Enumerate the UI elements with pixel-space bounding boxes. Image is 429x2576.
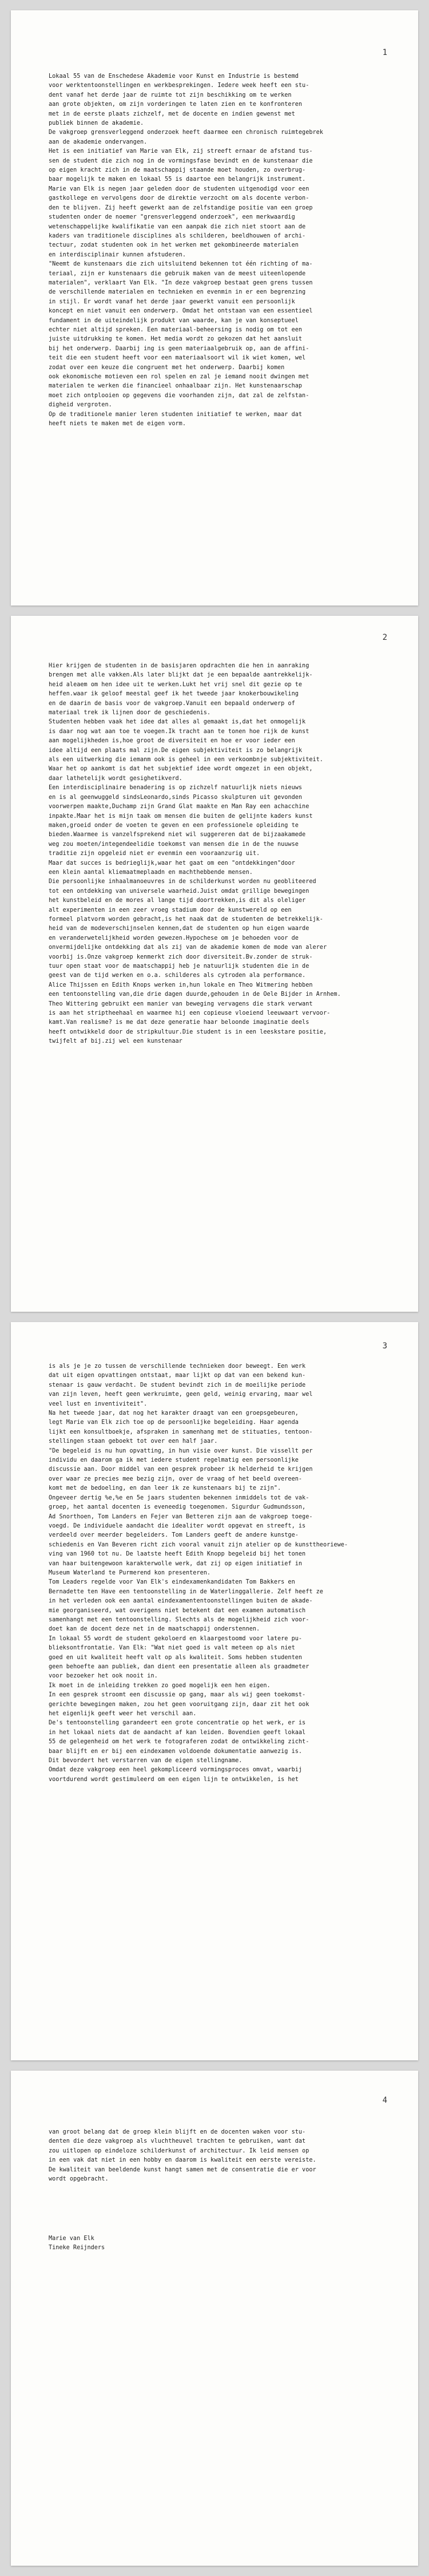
author-name-2: Tineke Reijnders [49,2245,105,2251]
document-page-2 [11,616,418,1312]
page-body-text: is als je je zo tussen de verschillende technieken door beweegt. Een werk dat uit eigen opvattingen ontstaat, maar lijkt op dat van een bekend kun- stenaar is gauw verdacht. De student bevindt zich in de moeilijke periode van zijn leven, heeft geen werkruimte, geen geld, weinig ervaring, maar wel veel lust en inventiviteit". Na het tweede jaar, dat nog het karakter draagt van een groepsgebeuren, legt Marie van Elk zich toe op de persoonlijke begeleiding. Haar agenda lijkt een konsultboekje, afspraken in samenhang met de stituaties, tentoon- stellingen staan geboekt tot over een half jaar. "De begeleid is nu hun opvatting, in hun visie over kunst. Die vissellt per individu en daarom ga ik met iedere student regelmatig een persoonlijke discussie aan. Door middel van een gesprek probeer ik helderheid te krijgen over waar ze precies mee bezig zijn, over de vraag of het beeld overeen- komt met de bedoeling, en dan leer ik ze kunstenaars bij te zijn". Ongeveer dertig %e,%e en 5e jaars studenten bekennen inmiddels tot de vak- groep, het aantal docenten is eveneedig toegenomen. Sigurdur Gudmundsson, Ad Snorthoen, Tom Landers en Fejer van Betteren zijn aan de vakgroep toege- voegd. De individuele aandacht die idealiter wordt opgevat en streeft, is verdeeld over meerder begeleiders. Tom Landers geeft de andere kunstge- schiedenis en Van Beveren richt zich vooral vanuit zijn atelier op de kunsttheoriewe- ving van 1960 tot nu. De laatste heeft Edith Knopp begeleid bij het tonen van haar buitengewoon karakterwolle werk, dat zij op eigen initiatief in Museum Waterland te Purmerend kon presenteren. Tom Leaders regelde voor Van Elk's eindexamenkandidaten Tom Bakkers en Bernadette ten Have een tentoonstelling in de Waterlinggallerie. Zelf heeft ze in het verleden ook een aantal eindexamententoonstellingen buiten de akade- mie georganiseerd, wat overigens niet betekent dat een examen automatisch samenhangt met een tentoonstelling. Slechts als de mogelijkheid zich voor- doet kan de docent deze net in de maatschappij onderstennen. In lokaal 55 wordt de student gekoloerd en klaargestoomd voor latere pu- blieksontfrontatie. Van Elk: "Wat niet goed is valt meteen op als niet goed en uit kwaliteit heeft valt op als kwaliteit. Soms hebben studenten geen behoefte aan publiek, dan dient een presentatie alleen als graadmeter voor bezoeker het ook nooit in. Ik moet in de inleiding trekken zo goed mogelijk een hen eigen. In een gesprek stroomt een discussie op gang, maar als wij geen toekomst- gerichte bewegingen maken, zou het geen vooruitgang zijn, daar zit het ook het eigenlijk geeft weer het verschil aan. De's tentoonstelling garandeert een grote concentratie op het werk, er is in het lokaal niets dat de aandacht af kan leiden. Bovendien geeft lokaal 55 de gelegenheid om het werk te fotograferen zodat de ontwikkeling zicht- baar blijft en er bij een eindexamen voldoende dokumentatie aanwezig is. Dit bevordert het verstarren van de eigen stellingname. Omdat deze vakgroep een heel gekompliceerd vormingsproces omvat, waarbij voortdurend wordt gestimuleerd om een eigen lijn te ontwikkelen, is het [49,1363,348,1783]
page-body-text: van groot belang dat de groep klein blijft en de docenten waken voor stu- denten die deze vakgroep als vluchtheuvel trachten te gebruiken, want dat zou uitlopen op eindeloze schilderkunst of architectuur. Ik leid mensen op in een vak dat niet in een hobby en daarom is kwaliteit een eerste vereiste. De kwaliteit van beeldende kunst hangt samen met de consentratie die er voor wordt opgebracht. [49,2129,316,2183]
document-page-3 [11,1322,418,2060]
page-number: 4 [382,2096,387,2105]
page-number: 3 [382,1342,387,1351]
author-name-1: Marie van Elk [49,2235,94,2242]
page-number: 1 [382,48,387,57]
author-signature [49,2234,105,2253]
document-page-4 [11,2071,418,2566]
document-page-1 [11,10,418,606]
page-body-text: Lokaal 55 van de Enschedese Akademie voor Kunst en Industrie is bestemd voor werktentoonstellingen en werkbesprekingen. Iedere week heeft een stu- dent vanaf het derde jaar de ruimte tot zijn beschikking om te werken aan grote objekten, om zijn vorderingen te laten zien en te konfronteren met in de eerste plaats zichzelf, met de docente en indien gewenst met publiek binnen de akademie. De vakgroep grensverleggend onderzoek heeft daarmee een chronisch ruimtegebrek aan de akademie ondervangen. Het is een initiatief van Marie van Elk, zij streeft ernaar de afstand tus- sen de student die zich nog in de vormingsfase bevindt en de kunstenaar die op eigen kracht zich in de maatschappij staande moet houden, zo overbrug- baar mogelijk te maken en lokaal 55 is daartoe een belangrijk instrument. Marie van Elk is negen jaar geleden door de studenten uitgenodigd voor een gastkollege en vervolgens door de direktie verzocht om als docente verbon- den te blijven. Zij heeft gewerkt aan de zelfstandige positie van een groep studenten onder de noemer "grensverleggend onderzoek", een merkwaardig wetenschappelijke kwalifikatie van een aanpak die zich niet stoort aan de kaders van traditionele disciplines als schilderen, beeldhouwen of archi- tectuur, zodat studenten ook in het werken met gekombineerde materialen en interdisciplinair kunnen afstuderen. "Neemt de kunstenaars die zich uitsluitend bekennen tot één richting of ma- teriaal, zijn er kunstenaars die gebruik maken van de meest uiteenlopende materialen", verklaart Van Elk. "In deze vakgroep bestaat geen grens tussen de verschillende materialen en technieken en evenmin in er een begrenzing in stijl. Er wordt vanaf het derde jaar gewerkt vanuit een persoonlijk koncept en niet vanuit een onderwerp. Omdat het ontstaan van een essentieel fundament in de uiteindelijk produkt van waarde, kan je van konseptueel echter niet altijd spreken. Een materiaal-beheersing is nodig om tot een juiste uitdrukking te komen. Het media wordt zo gekozen dat het aansluit bij het onderwerp. Daarbij ing is geen materiaalgebruik op, aan de affini- teit die een student heeft voor een materiaalsoort wil ik wiet komen, wel zodat over een keuze die congruent met het onderwerp. Daarbij komen ook ekonomische motieven een rol spelen en zal je iemand nooit dwingen met materialen te werken die financieel onhaalbaar zijn. Het kunstenaarschap moet zich ontplooien op gegevens die voorhanden zijn, dat zal de zelfstan- digheid vergroten. Op de traditionele manier leren studenten initiatief te werken, maar dat heeft niets te maken met de eigen vorm. [49,73,323,428]
page-body-text: Hier krijgen de studenten in de basisjaren opdrachten die hen in aanraking brengen met alle vakken.Als later blijkt dat je een bepaalde aantrekkelijk- heid aleaem om hen idee uit te werken.Lukt het vrij snel dit gezie op te heffen.waar ik geloof meestal geef ik het tweede jaar knokerbouwikeling en de daarin de basis voor de vakgroep.Vanuit een bepaald onderwerp of materiaal trek ik lijnen door de geschiedenis. Studenten hebben vaak het idee dat alles al gemaakt is,dat het onmogelijk is daar nog wat aan toe te voegen.Ik tracht aan te tonen hoe rijk de kunst aan mogelijkheden is,hoe groot de diversiteit en hoe er voor ieder een idee altijd een plaats mal zijn.De eigen subjektiviteit is zo belangrijk als een uitwerking die iemanm ook is geheel in een verkoombnje subjektiviteit. Waar het op aankomt is dat het subjektief idee wordt omgezet in een objekt, daar lathetelijk wordt gesighetikverd. Een interdisciplinaire benadering is op zichzelf natuurlijk niets nieuws en is al geenwuggeld sindsLeonardo,sinds Picasso skulpturen uit gevonden voorwerpen maakte,Duchamp zijn Grand Glat maakte en Man Ray een achacchine inpakte.Maar het is mijn taak om mensen die buiten de gelijnte kaders kunst maken,groeid onder de voeten te geven en een professionele opleiding te bieden.Waarmee is vanzelfsprekend niet wil suggereren dat de bijzaakamede weg zou moeten/integendeelidie toekomst van mensen die in de the nuuwse traditie zijn opgeleid niet er evenmin een vooraanzurig uit. Maar dat succes is bedrieglijk,waar het gaat om een "ontdekkingen"door een klein aantal kliemaatmeplaadn en machthebbende mensen. Die persoonlijke inhaalmanoeuvres in de schilderkunst worden nu geobliteered tot een ontdekking van universele waarheid.Juist omdat grillige bewegingen het kunstbeleid en de mores al lange tijd doortrekken,is dit als oleliger alt experimenten in een zeer vroeg stadium door de kunstwereld op een formeel platvorm worden gebracht,is het naak dat de studenten de betrekkelijk- heid van de modeverschijnselen kennen,dat de studenten op hun eigen waarde en veranderwetelijkheid worden gewezen.Hypochese om je behoeden voor de onvermijdelijke ontdekking dat als zij van de akademie komen de mode van alerer voorbij is.Onze vakgroep kenmerkt zich door diversiteit.Bv.zonder de struk- tuur open staat voor de maatschappij heb je natuurlijk studenten die in de geest van de tijd werken en o.a. schilderes als cytroden ala performance. Alice Thijssen en Edith Knops werken in,hun lokale en Theo Witmering hebben een tentoonstelling van,die drie dagen duurde,gehouden in de Oele Bijder in Arnhem. Theo Wittering gebruikt een manier van beweging vervagens die stark verwant is aan het striptheehaal en waarmee hij een copieuse vloeiend leeuwaart vervoor- kamt.Van realisme? is me dat deze generatie haar beloonde imaginatie deels heeft ontwikkeld door de stripkultuur.Die student is in een leeskstare positie, twijfelt af bij.zij wel een kunstenaar [49,663,341,1045]
page-number: 2 [382,633,387,642]
